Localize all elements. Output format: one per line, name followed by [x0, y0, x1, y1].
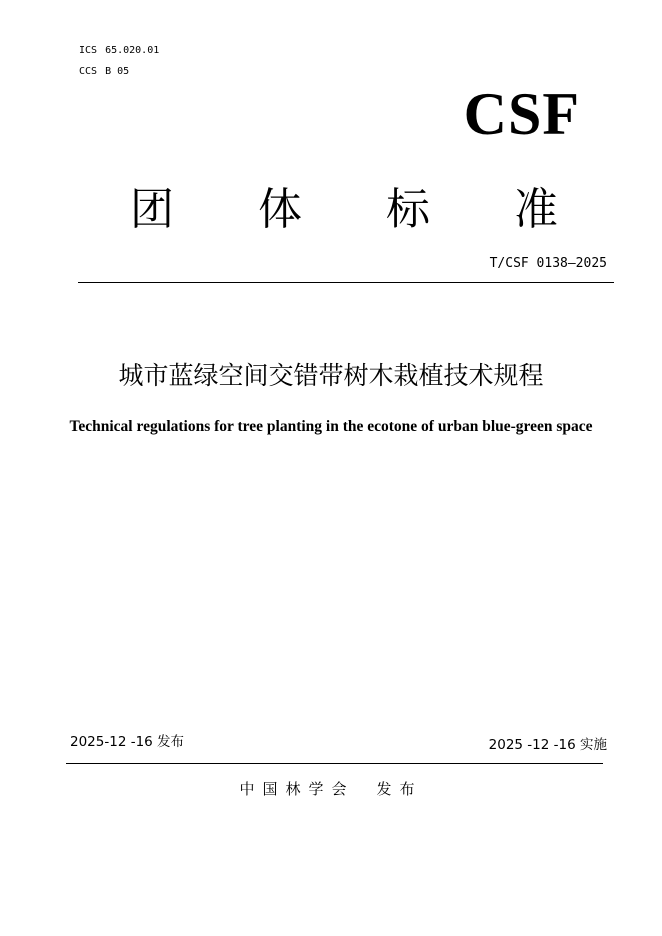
standard-type-char: 体	[258, 184, 302, 235]
top-divider	[78, 282, 614, 283]
ccs-value: B 05	[105, 66, 130, 77]
title-chinese: 城市蓝绿空间交错带树木栽植技术规程	[118, 361, 544, 390]
csf-logo: CSF	[463, 81, 580, 147]
ics-code	[79, 46, 159, 56]
title-english: Technical regulations for tree planting in the ecotone of urban blue-green space	[69, 418, 593, 435]
standard-type-char: 准	[514, 184, 558, 235]
standard-type-char: 团	[130, 184, 174, 235]
standard-number: T/CSF 0138—2025	[489, 256, 607, 271]
publisher	[0, 779, 662, 799]
ics-label: ICS	[79, 45, 98, 56]
ccs-label: CCS	[79, 66, 98, 77]
ccs-code	[79, 67, 129, 77]
publisher-action: 发布	[376, 780, 423, 798]
ics-value: 65.020.01	[105, 45, 160, 56]
standard-type-char: 标	[386, 184, 430, 235]
issue-date: 2025-12 -16 发布	[70, 734, 185, 750]
standard-type	[0, 186, 662, 234]
implementation-date: 2025 -12 -16 实施	[488, 737, 607, 753]
publisher-name: 中国林学会	[239, 780, 355, 798]
bottom-divider	[66, 763, 603, 764]
